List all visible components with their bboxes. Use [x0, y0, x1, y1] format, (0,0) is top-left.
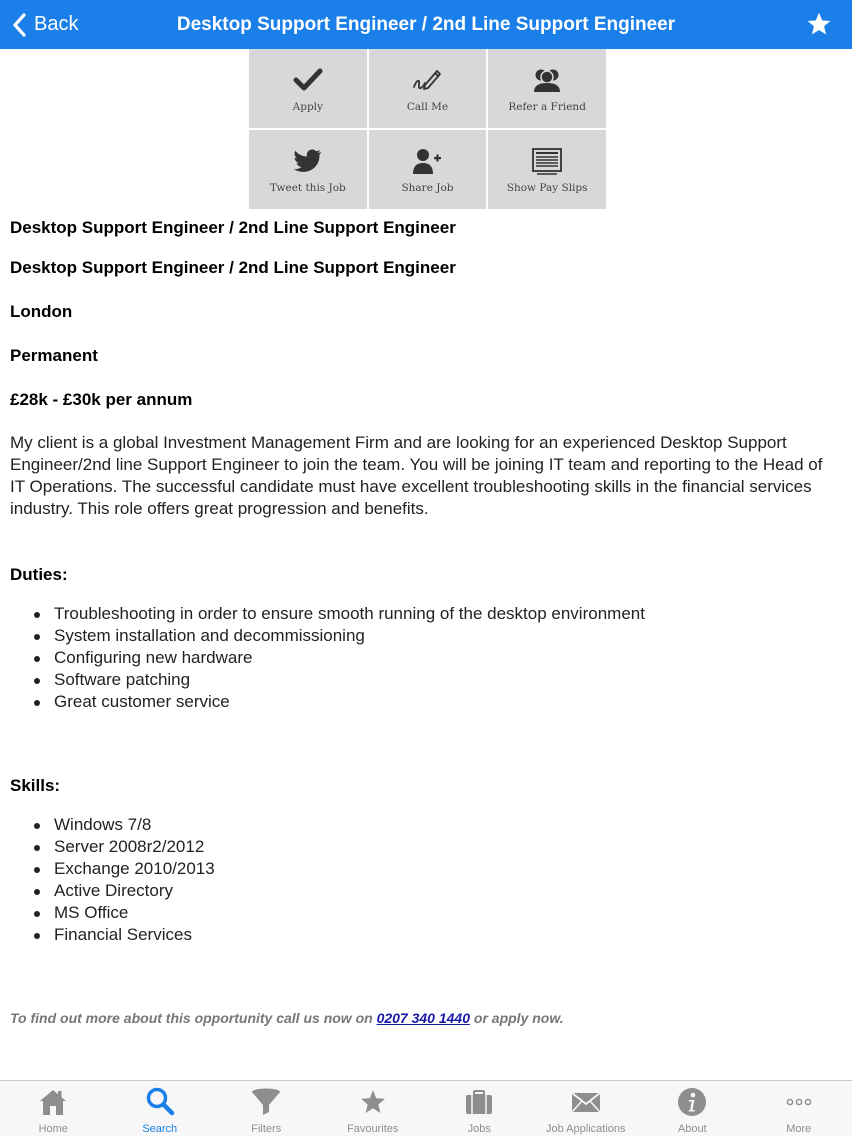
- tab-bar: [0, 1080, 852, 1136]
- back-button[interactable]: [12, 0, 78, 49]
- job-type: Permanent: [10, 346, 98, 365]
- chevron-left-icon: [12, 13, 26, 37]
- payslip-icon: [531, 146, 563, 176]
- list-item: Configuring new hardware: [34, 647, 840, 669]
- briefcase-icon: [463, 1086, 495, 1118]
- contact-note-after: or apply now.: [470, 1010, 564, 1026]
- funnel-icon: [250, 1086, 282, 1118]
- tab-label: Job Applications: [546, 1123, 626, 1135]
- ellipsis-icon: [783, 1086, 815, 1118]
- phone-link[interactable]: 0207 340 1440: [376, 1010, 471, 1026]
- show-pay-slips-button[interactable]: [488, 130, 606, 209]
- list-item: Windows 7/8: [34, 814, 840, 836]
- star-icon: [357, 1086, 389, 1118]
- tab-filters[interactable]: [213, 1081, 320, 1136]
- tab-job-applications[interactable]: [533, 1081, 640, 1136]
- job-location: London: [10, 302, 73, 321]
- tab-about[interactable]: [639, 1081, 746, 1136]
- call-me-button[interactable]: [369, 49, 487, 128]
- contact-note: [10, 1010, 840, 1026]
- star-icon[interactable]: [806, 11, 832, 37]
- share-job-label: Share Job: [401, 181, 454, 194]
- job-details: [10, 216, 840, 1026]
- tab-label: Jobs: [467, 1123, 491, 1135]
- tab-home[interactable]: [0, 1081, 107, 1136]
- info-icon: [676, 1086, 708, 1118]
- tab-favourites[interactable]: [320, 1081, 427, 1136]
- call-me-label: Call Me: [406, 100, 449, 113]
- show-pay-slips-label: Show Pay Slips: [506, 181, 588, 194]
- list-item: System installation and decommissioning: [34, 625, 840, 647]
- list-item: Software patching: [34, 669, 840, 691]
- tab-jobs[interactable]: [426, 1081, 533, 1136]
- tab-label: About: [677, 1123, 707, 1135]
- navigation-bar: [0, 0, 852, 49]
- apply-label: Apply: [292, 100, 323, 113]
- checkmark-icon: [292, 65, 324, 95]
- page-title: Desktop Support Engineer / 2nd Line Support Engineer: [176, 14, 676, 35]
- back-label: Back: [34, 13, 79, 35]
- skills-heading: Skills:: [10, 776, 61, 795]
- pen-sign-icon: [411, 65, 443, 95]
- apply-button[interactable]: [249, 49, 367, 128]
- tab-label: More: [786, 1123, 812, 1135]
- share-job-button[interactable]: [369, 130, 487, 209]
- envelope-icon: [570, 1086, 602, 1118]
- add-person-icon: [411, 146, 443, 176]
- twitter-bird-icon: [292, 146, 324, 176]
- job-action-grid: [249, 49, 606, 209]
- refer-friend-button[interactable]: [488, 49, 606, 128]
- magnifier-icon: [144, 1086, 176, 1118]
- tab-more[interactable]: [746, 1081, 852, 1136]
- duties-list: [34, 603, 840, 713]
- refer-friend-label: Refer a Friend: [508, 100, 586, 113]
- house-icon: [37, 1086, 69, 1118]
- tab-label: Home: [38, 1123, 68, 1135]
- list-item: Financial Services: [34, 924, 840, 946]
- contact-note-before: To find out more about this opportunity call us now on: [10, 1010, 377, 1026]
- people-icon: [531, 65, 563, 95]
- tab-search[interactable]: [107, 1081, 214, 1136]
- job-heading: Desktop Support Engineer / 2nd Line Support Engineer: [10, 218, 456, 237]
- duties-heading: Duties:: [10, 565, 68, 584]
- tweet-job-button[interactable]: [249, 130, 367, 209]
- list-item: MS Office: [34, 902, 840, 924]
- job-title: Desktop Support Engineer / 2nd Line Support Engineer: [10, 258, 456, 277]
- list-item: Server 2008r2/2012: [34, 836, 840, 858]
- tweet-job-label: Tweet this Job: [269, 181, 346, 194]
- list-item: Great customer service: [34, 691, 840, 713]
- tab-label: Favourites: [347, 1123, 399, 1135]
- job-description: My client is a global Investment Management Firm and are looking for an experienced Desktop Support Engineer/2nd line Support Engineer to join the team. You will be joining IT team and reporting to the Head of IT Operations. The successful candidate must have excellent troubleshooting skills in the financial services industry. This role offers great progression and benefits.: [10, 433, 823, 518]
- job-salary: £28k - £30k per annum: [10, 390, 193, 409]
- list-item: Troubleshooting in order to ensure smooth running of the desktop environment: [34, 603, 840, 625]
- list-item: Exchange 2010/2013: [34, 858, 840, 880]
- tab-label: Search: [142, 1123, 178, 1135]
- list-item: Active Directory: [34, 880, 840, 902]
- skills-list: [34, 814, 840, 946]
- tab-label: Filters: [251, 1123, 282, 1135]
